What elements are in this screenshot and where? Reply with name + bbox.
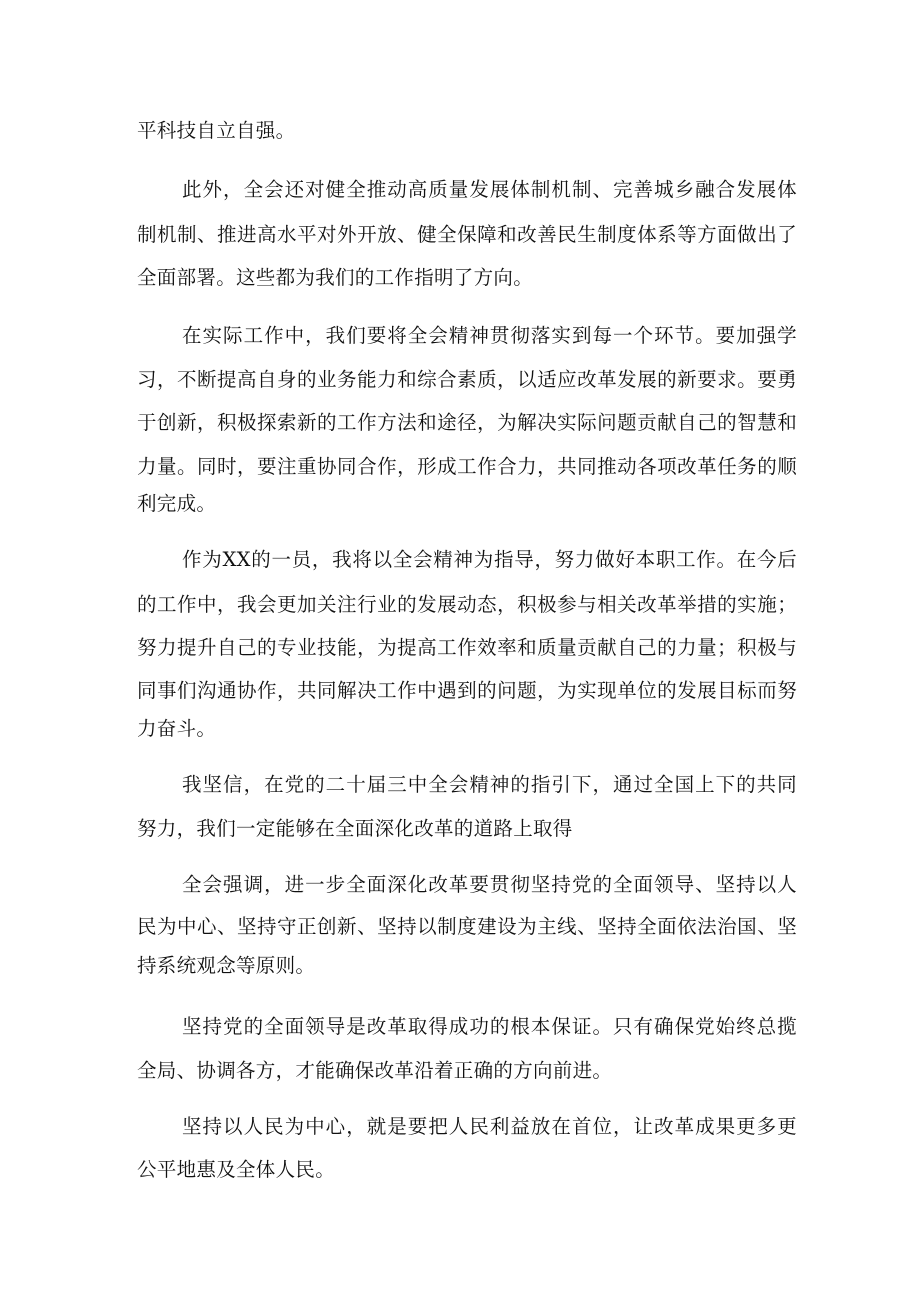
paragraph-line: 全局、协调各方，才能确保改革沿着正确的方向前进。	[137, 1059, 613, 1082]
paragraph-line: 的工作中，我会更加关注行业的发展动态，积极参与相关改革举措的实施；	[137, 593, 797, 616]
paragraph-line: 坚持以人民为中心，就是要把人民利益放在首位，让改革成果更多更	[182, 1115, 797, 1138]
paragraph-line: 平科技自立自强。	[137, 119, 296, 142]
paragraph-line: 力奋斗。	[137, 717, 217, 740]
paragraph-line: 力量。同时，要注重协同合作，形成工作合力，共同推动各项改革任务的顺	[137, 455, 797, 478]
paragraph-line: 全面部署。这些都为我们的工作指明了方向。	[137, 266, 534, 289]
paragraph-line: 制机制、推进高水平对外开放、健全保障和改善民生制度体系等方面做出了	[137, 223, 797, 246]
paragraph-line: 作为XX的一员，我将以全会精神为指导，努力做好本职工作。在今后	[182, 548, 797, 571]
paragraph-line: 在实际工作中，我们要将全会精神贯彻落实到每一个环节。要加强学	[182, 324, 797, 347]
paragraph-line: 努力，我们一定能够在全面深化改革的道路上取得	[137, 817, 573, 840]
paragraph-line: 持系统观念等原则。	[137, 954, 316, 977]
paragraph-line: 努力提升自己的专业技能，为提高工作效率和质量贡献自己的力量；积极与	[137, 636, 797, 659]
paragraph-line: 民为中心、坚持守正创新、坚持以制度建设为主线、坚持全面依法治国、坚	[137, 915, 797, 938]
paragraph-line: 全会强调，进一步全面深化改革要贯彻坚持党的全面领导、坚持以人	[182, 873, 797, 896]
paragraph-line: 我坚信，在党的二十届三中全会精神的指引下，通过全国上下的共同	[182, 773, 797, 796]
paragraph-line: 同事们沟通协作，共同解决工作中遇到的问题，为实现单位的发展目标而努	[137, 679, 797, 702]
paragraph-line: 习，不断提高自身的业务能力和综合素质，以适应改革发展的新要求。要勇	[137, 368, 797, 391]
paragraph-line: 此外，全会还对健全推动高质量发展体制机制、完善城乡融合发展体	[182, 178, 797, 201]
paragraph-line: 公平地惠及全体人民。	[137, 1158, 336, 1181]
paragraph-line: 于创新，积极探索新的工作方法和途径，为解决实际问题贡献自己的智慧和	[137, 411, 797, 434]
paragraph-line: 坚持党的全面领导是改革取得成功的根本保证。只有确保党始终总揽	[182, 1015, 797, 1038]
paragraph-line: 利完成。	[137, 492, 217, 515]
